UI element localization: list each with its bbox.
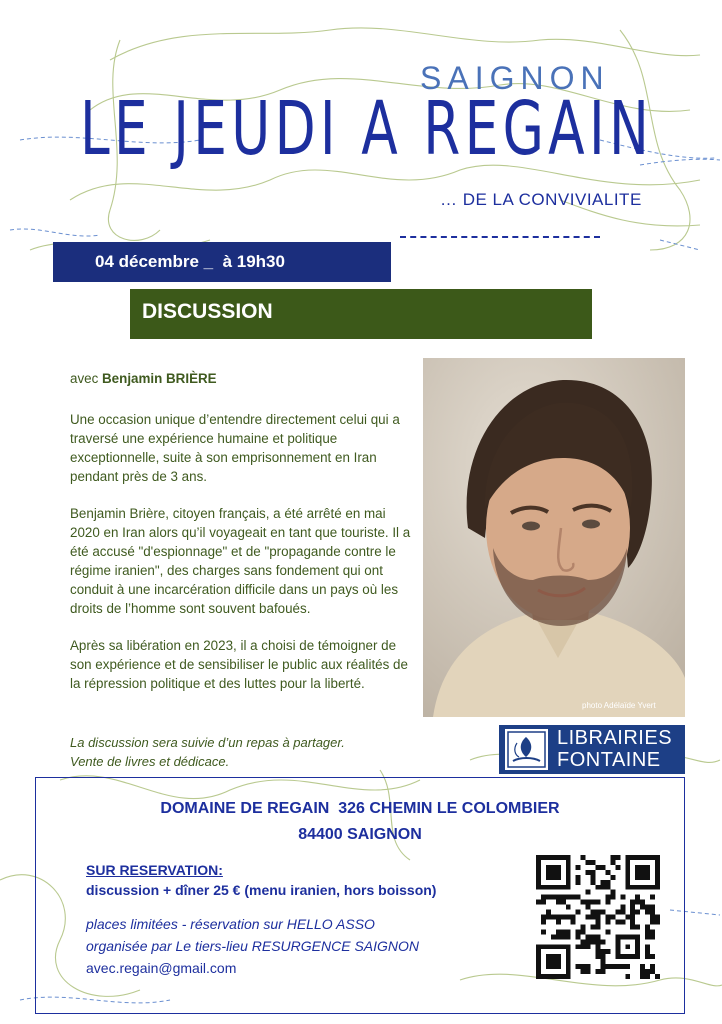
fountain-emblem-icon: [505, 729, 548, 770]
guest-name: Benjamin BRIÈRE: [102, 371, 217, 386]
location-heading: SAIGNON: [420, 60, 610, 96]
guest-portrait-photo: [423, 358, 685, 717]
venue-city: 84400 SAIGNON: [298, 826, 422, 843]
reservation-title: SUR RESERVATION:: [86, 862, 223, 878]
description-paragraph-1: Une occasion unique d’entendre directement celui qui a traversé une expérience humaine et politique exceptionnelle, suite à son emprisonnement en Iran pendant près de 3 ans.: [70, 412, 400, 484]
dashed-divider: [400, 236, 600, 238]
event-series-title: LE JEUDI A REGAIN: [80, 86, 654, 172]
photo-credit: photo Adélaïde Yvert: [582, 701, 656, 710]
venue-address: DOMAINE DE REGAIN 326 CHEMIN LE COLOMBIER: [160, 800, 560, 817]
event-category: DISCUSSION: [142, 300, 273, 323]
reservation-organiser: organisée par Le tiers-lieu RESURGENCE SAIGNON: [86, 938, 420, 954]
portrait-illustration: [423, 358, 685, 717]
closing-line-2: Vente de livres et dédicace.: [70, 754, 230, 769]
reservation-places: places limitées - réservation sur HELLO ASSO: [86, 916, 375, 932]
closing-line-1: La discussion sera suivie d’un repas à partager.: [70, 735, 345, 750]
event-series-subtitle: … DE LA CONVIVIALITE: [440, 190, 642, 209]
closing-note: [70, 733, 430, 771]
contact-email: avec.regain@gmail.com: [86, 960, 237, 976]
description-paragraph-3: Après sa libération en 2023, il a choisi de témoigner de son expérience et de sensibiliser le public aux réalités de la répression politique et des luttes pour la liberté.: [70, 638, 408, 691]
description-paragraph-2: Benjamin Brière, citoyen français, a été arrêté en mai 2020 en Iran alors qu’il voyageait en tant que touriste. Il a été accusé "d'espionnage" et de "propagande contre le régime iranien", des charges sans fondement qui ont conduit à une incarcération difficile dans un pays où les droits de l’homme sont souvent bafoués.: [70, 506, 411, 616]
guest-line: [70, 369, 418, 388]
reservation-qr-code[interactable]: [536, 855, 660, 979]
guest-prefix: avec: [70, 371, 103, 386]
reservation-price: discussion + dîner 25 € (menu iranien, hors boisson): [86, 882, 437, 898]
logo-text-fontaine: FONTAINE: [557, 749, 661, 771]
logo-text-librairies: LIBRAIRIES: [557, 727, 673, 749]
event-date-time: 04 décembre _ à 19h30: [95, 252, 285, 271]
